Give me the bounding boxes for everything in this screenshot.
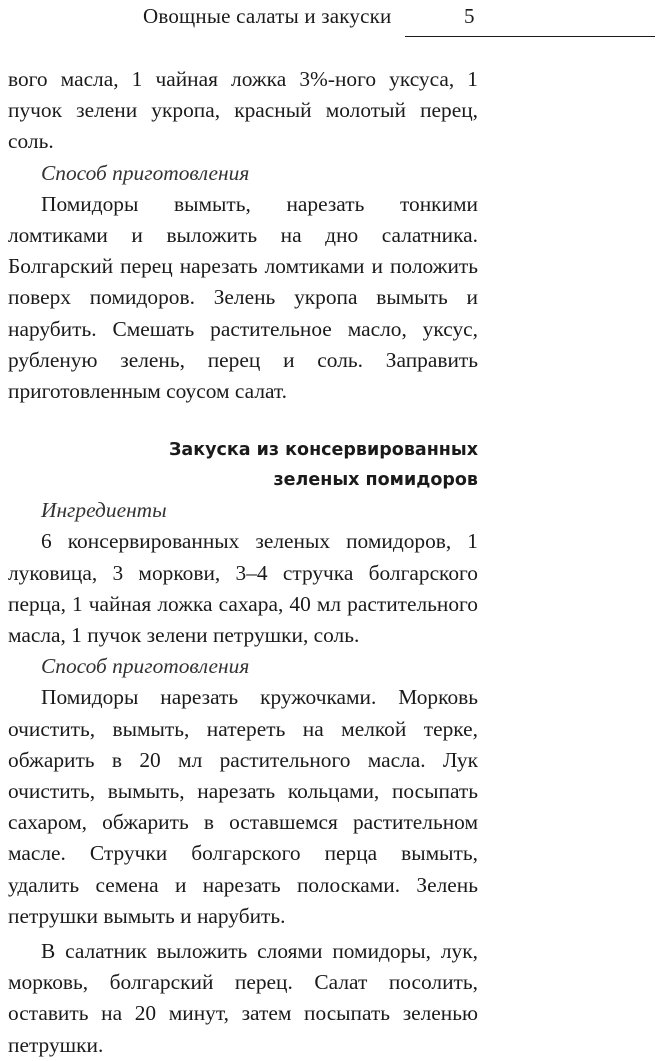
page-number: 5 — [464, 4, 475, 28]
recipe2-ingredients-heading: Ингредиенты — [41, 498, 167, 523]
recipe2-ingredients-text: 6 консервированных зеленых помидоров, 1 луковица, 3 моркови, 3–4 стручка болгарского перца, 1 чайная ложка сахара, 40 мл растительного масла, 1 пучок зелени петрушки, соль. — [8, 529, 478, 648]
recipe1-method-text: Помидоры вымыть, нарезать тонкими ломтиками и выложить на дно салатника. Болгарский перец нарезать ломтиками и положить поверх помидоров. Зелень укропа вымыть и нарубить. Смешать растительное масло, уксус, рубленую зелень, перец и соль. Заправить приготовленным соусом салат. — [8, 191, 478, 404]
recipe1-ingredients-tail: вого масла, 1 чайная ложка 3%-ного уксуса, 1 пучок зелени укропа, красный молотый перец, соль. — [8, 67, 478, 154]
recipe2-title — [8, 435, 478, 495]
running-title: Овощные салаты и закуски — [143, 4, 392, 28]
recipe2-title-line2: зеленых помидоров — [273, 470, 478, 491]
recipe2-title-line1: Закуска из консервированных — [168, 440, 478, 461]
section-gap — [8, 407, 478, 435]
header-rule — [405, 36, 655, 37]
page-body — [8, 64, 478, 1061]
recipe1-method-heading: Способ приготовления — [41, 160, 250, 185]
recipe2-method-heading: Способ приготовления — [41, 654, 250, 679]
recipe2-method-text-1: Помидоры нарезать кружочками. Морковь очистить, вымыть, натереть на мелкой терке, обжарить в 20 мл растительного масла. Лук очистить, вымыть, нарезать кольцами, посыпать сахаром, обжарить в оставшемся растительном масле. Стручки болгарского перца вымыть, удалить семена и нарезать полосками. Зелень петрушки вымыть и нарубить. — [8, 685, 478, 928]
page-header — [0, 0, 659, 40]
recipe2-method-text-2: В салатник выложить слоями помидоры, лук, морковь, болгарский перец. Салат посолить, оставить на 20 минут, затем посыпать зеленью петрушки. — [8, 939, 478, 1057]
